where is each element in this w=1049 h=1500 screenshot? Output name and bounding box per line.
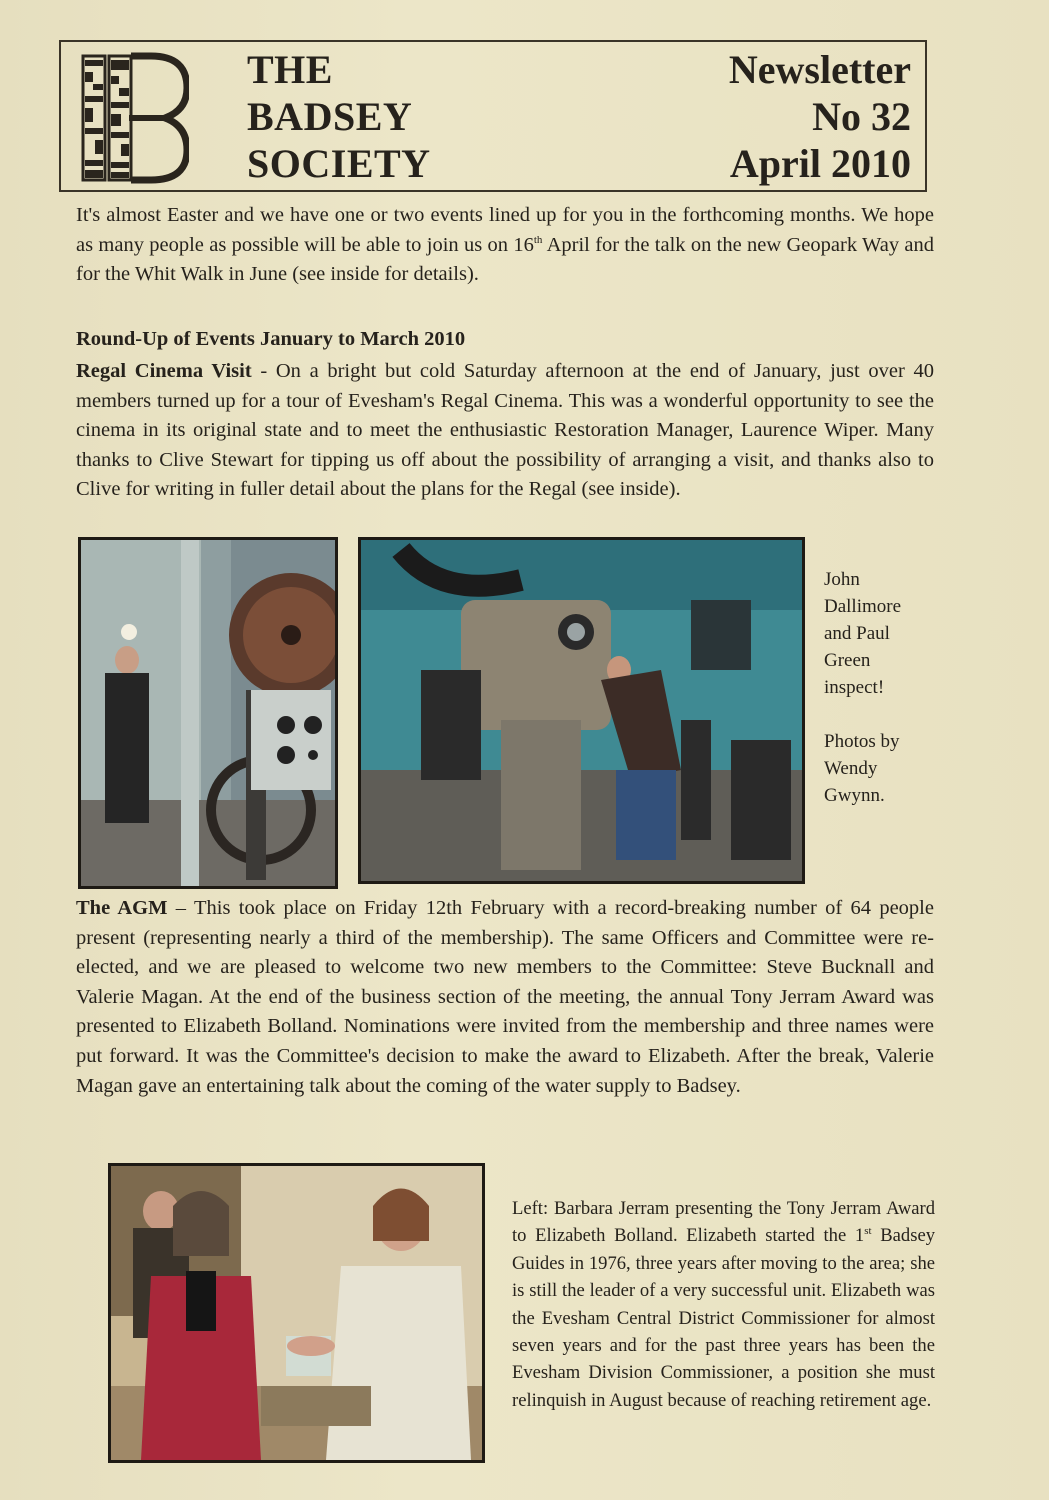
photo-credit-line-3: Gwynn. bbox=[824, 785, 885, 806]
award-caption-superscript: st bbox=[864, 1225, 872, 1238]
regal-title: Regal Cinema Visit bbox=[76, 360, 252, 382]
intro-superscript: th bbox=[533, 233, 543, 246]
award-photo-image bbox=[111, 1166, 482, 1460]
masthead bbox=[59, 40, 927, 192]
intro-text-start: It's almost Easter and we have one or two events lined up for you in the forthcoming months. We hope as many people as possible will be able to join us on 16 bbox=[76, 204, 934, 256]
photo-credit-line-1: Photos by bbox=[824, 731, 900, 752]
cinema-photo-left bbox=[78, 537, 338, 889]
society-name bbox=[247, 46, 431, 187]
society-name-line-2: BADSEY bbox=[247, 94, 413, 139]
society-name-line-3: SOCIETY bbox=[247, 141, 431, 186]
photo-caption bbox=[824, 566, 924, 809]
agm-title: The AGM bbox=[76, 897, 168, 919]
roundup-heading: Round-Up of Events January to March 2010 bbox=[76, 328, 466, 350]
intro-text-end: April for the talk on the new Geopark Way and for the Whit Walk in June (see inside for details). bbox=[76, 233, 935, 286]
issue-number: No 32 bbox=[812, 94, 911, 139]
award-caption-end: Badsey Guides in 1976, three years after moving to the area; she is still the leader of a very successful unit. Elizabeth was the Evesham Central District Commissioner for almost seven years and for the past three years has been the Evesham Division Commissioner, a position she must relinquish in August because of reaching retirement age. bbox=[512, 1225, 936, 1411]
award-caption bbox=[512, 1195, 935, 1414]
intro-paragraph bbox=[76, 201, 934, 290]
society-name-line-1: THE bbox=[247, 47, 333, 92]
agm-paragraph bbox=[76, 894, 934, 1101]
caption-line-2: Dallimore bbox=[824, 596, 902, 617]
award-caption-start: Left: Barbara Jerram presenting the Tony Jerram Award to Elizabeth Bolland. Elizabeth started the 1 bbox=[512, 1198, 935, 1247]
caption-line-3: and Paul bbox=[824, 623, 890, 644]
caption-line-5: inspect! bbox=[824, 677, 885, 698]
photo-credit-line-2: Wendy bbox=[824, 758, 878, 779]
badsey-society-logo bbox=[79, 52, 189, 184]
caption-line-4: Green bbox=[824, 650, 871, 671]
cinema-photo-left-image bbox=[81, 540, 335, 886]
cinema-photo-right-image bbox=[361, 540, 802, 881]
agm-text: – This took place on Friday 12th February with a record-breaking number of 64 people present (representing nearly a third of the membership). The same Officers and Committee were re-elected, and we are pleased to welcome two new members to the Committee: Steve Bucknall and Valerie Magan. At the end of the business section of the meeting, the annual Tony Jerram Award was presented to Elizabeth Bolland. Nominations were invited from the membership and three names were put forward. It was the Committee's decision to make the award to Elizabeth. After the break, Valerie Magan gave an entertaining talk about the coming of the water supply to Badsey. bbox=[76, 897, 934, 1097]
issue-date: April 2010 bbox=[729, 141, 911, 186]
issue-info bbox=[729, 46, 911, 187]
cinema-photo-right bbox=[358, 537, 805, 884]
caption-line-1: John bbox=[824, 569, 860, 590]
regal-text: - On a bright but cold Saturday afternoon at the end of January, just over 40 members turned up for a tour of Evesham's Regal Cinema. This was a wonderful opportunity to see the cinema in its original state and to meet the enthusiastic Restoration Manager, Laurence Wiper. Many thanks to Clive Stewart for tipping us off about the possibility of arranging a visit, and thanks also to Clive for writing in fuller detail about the plans for the Regal (see inside). bbox=[76, 360, 934, 501]
newsletter-label: Newsletter bbox=[728, 47, 911, 92]
regal-paragraph bbox=[76, 357, 934, 505]
award-photo bbox=[108, 1163, 485, 1463]
